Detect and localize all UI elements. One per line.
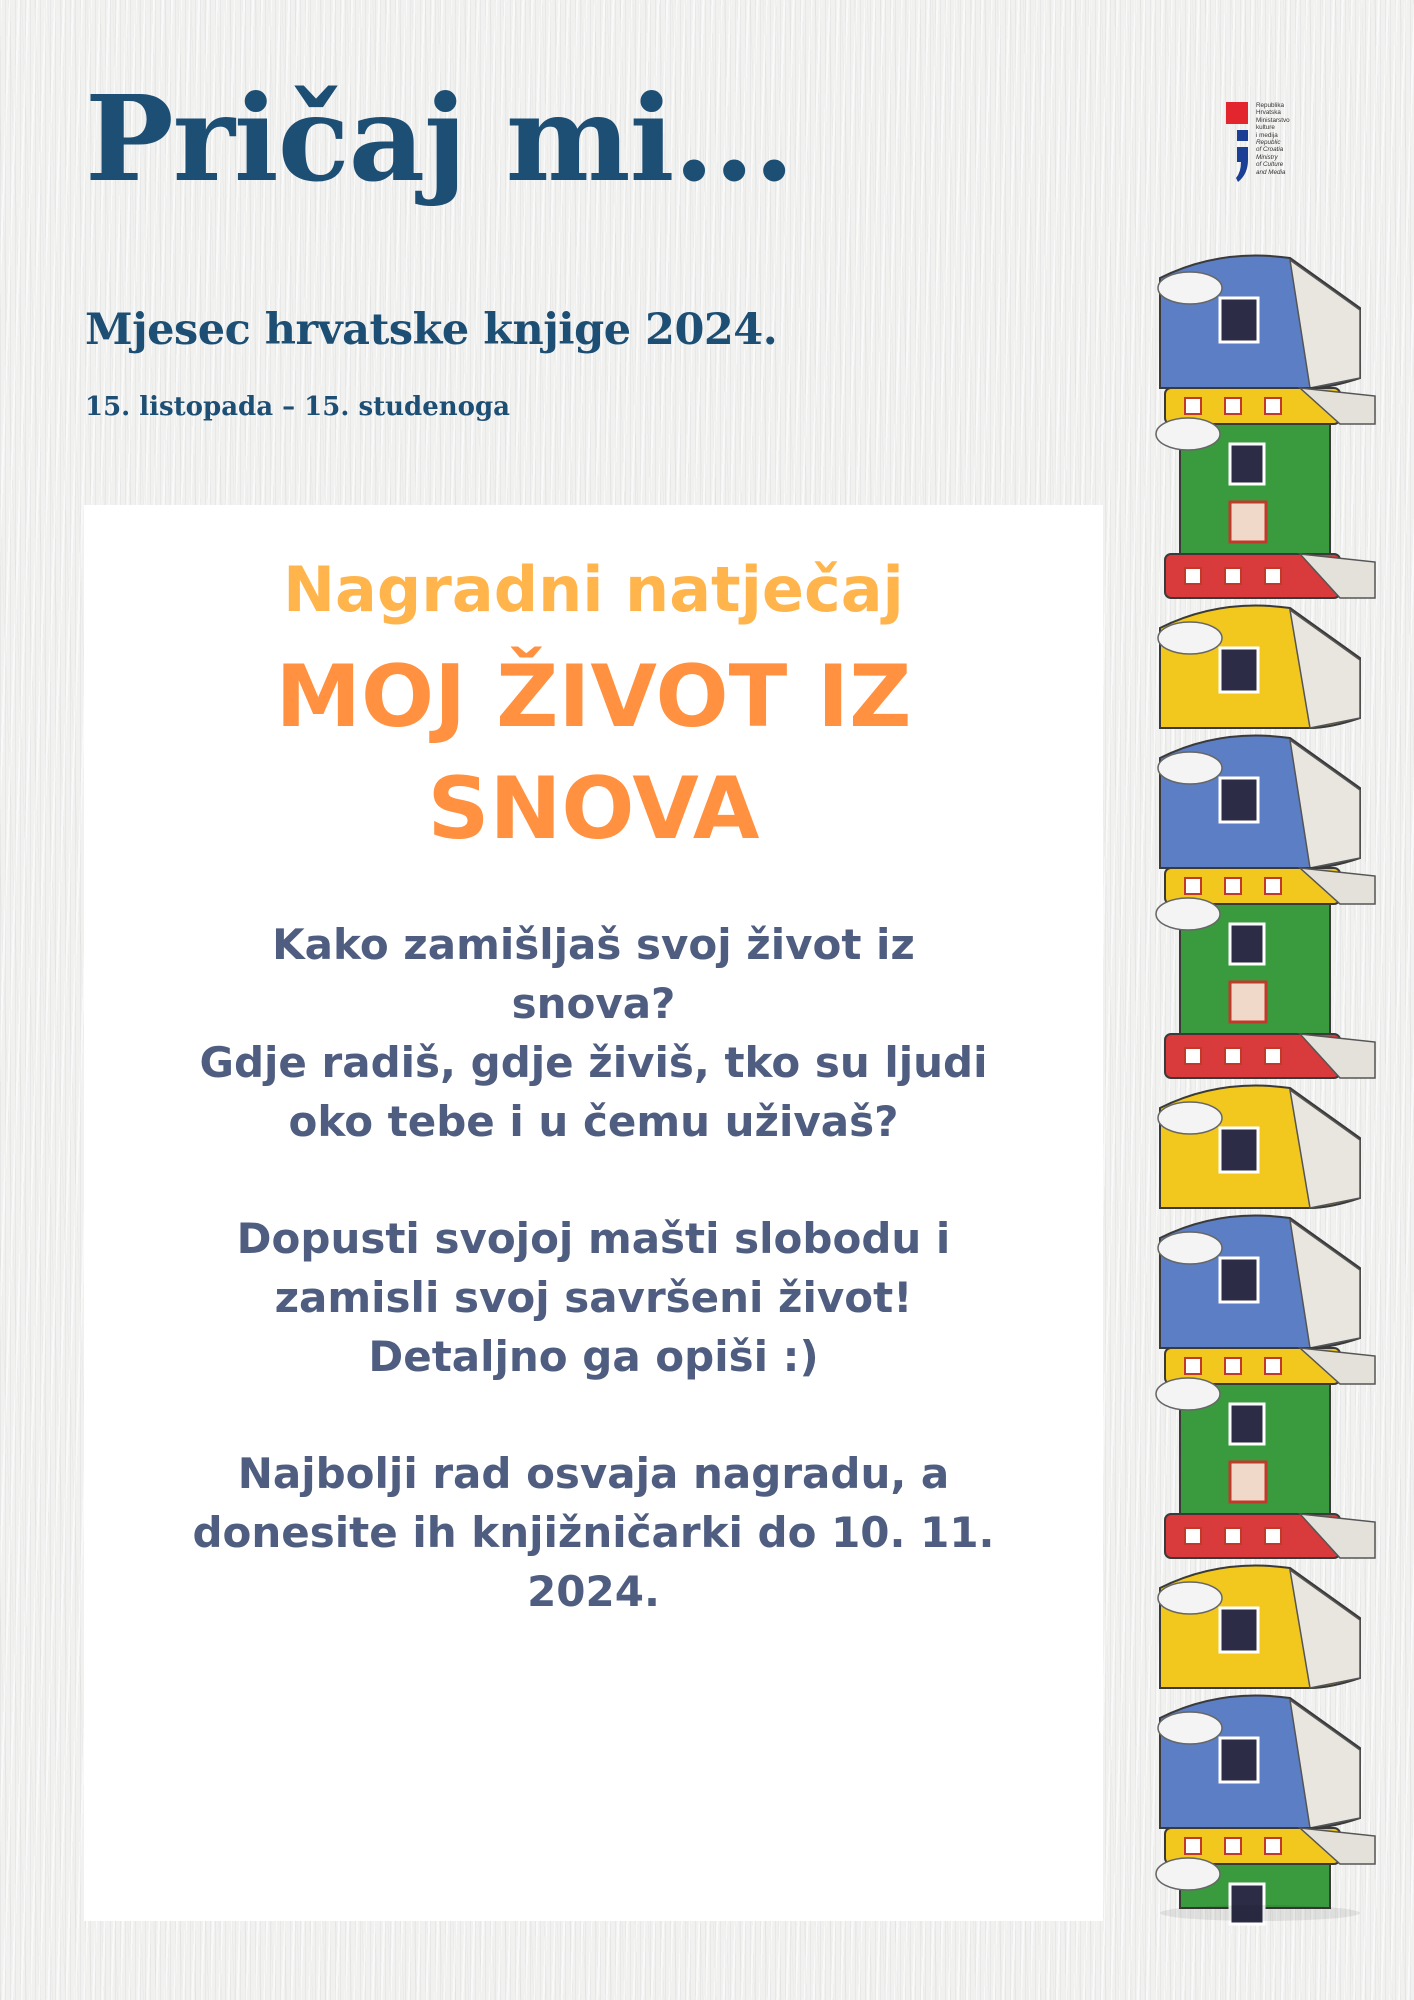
contest-headline: MOJ ŽIVOT IZ SNOVA	[275, 647, 912, 859]
speech-bubble	[1156, 1858, 1220, 1890]
speech-bubble	[1158, 1232, 1222, 1264]
contest-card	[84, 505, 1103, 1921]
book-window	[1265, 1048, 1281, 1064]
speech-bubble	[1158, 1102, 1222, 1134]
speech-bubble	[1156, 418, 1220, 450]
book-window	[1220, 778, 1258, 822]
book-window	[1230, 1404, 1264, 1444]
event-dates: 15. listopada – 15. studenoga	[85, 392, 511, 422]
speech-bubble	[1156, 898, 1220, 930]
book-window	[1220, 1258, 1258, 1302]
tower-shadow	[1160, 1905, 1360, 1921]
speech-bubble	[1158, 1582, 1222, 1614]
book-window	[1225, 568, 1241, 584]
book-window	[1185, 1838, 1201, 1854]
contest-question-text: Kako zamišljaš svoj život iz snova? Gdje radiš, gdje živiš, tko su ljudi oko tebe i u čemu uživaš?	[199, 920, 988, 1146]
book-window	[1220, 298, 1258, 342]
book-window	[1225, 1838, 1241, 1854]
book-window	[1230, 924, 1264, 964]
book-window	[1185, 1528, 1201, 1544]
book-window	[1185, 1048, 1201, 1064]
book-window	[1225, 1358, 1241, 1374]
ministry-logo-text: Republika Hrvatska Ministarstvo kulture i medija Republic of Croatia Ministry of Culture and Media	[1256, 102, 1290, 176]
book-window	[1220, 1128, 1258, 1172]
book-window	[1225, 878, 1241, 894]
book-window	[1185, 568, 1201, 584]
book-window	[1185, 398, 1201, 414]
book-window	[1265, 568, 1281, 584]
speech-bubble	[1158, 272, 1222, 304]
book-window	[1265, 1838, 1281, 1854]
event-subtitle: Mjesec hrvatske knjige 2024.	[85, 305, 778, 355]
book-house-tower-illustration	[1150, 248, 1414, 1928]
page-title: Pričaj mi...	[85, 69, 794, 208]
book-window	[1225, 398, 1241, 414]
book-window	[1265, 878, 1281, 894]
book-window	[1265, 398, 1281, 414]
speech-bubble	[1158, 1712, 1222, 1744]
ministry-logo	[1226, 102, 1326, 202]
contest-prize-text: Najbolji rad osvaja nagradu, a donesite ih knjižničarki do 10. 11. 2024.	[192, 1449, 995, 1616]
contest-kicker: Nagradni natječaj	[283, 553, 904, 626]
book-window	[1220, 1738, 1258, 1782]
book-window	[1230, 1462, 1266, 1502]
book-window	[1265, 1358, 1281, 1374]
book-window	[1230, 982, 1266, 1022]
book-window	[1220, 648, 1258, 692]
book-window	[1230, 444, 1264, 484]
book-window	[1225, 1528, 1241, 1544]
book-window	[1225, 1048, 1241, 1064]
speech-bubble	[1158, 622, 1222, 654]
speech-bubble	[1156, 1378, 1220, 1410]
book-window	[1185, 878, 1201, 894]
book-window	[1265, 1528, 1281, 1544]
ministry-logo-mark	[1226, 102, 1248, 186]
contest-instruction-text: Dopusti svojoj mašti slobodu i zamisli svoj savršeni život! Detaljno ga opiši :)	[236, 1214, 951, 1381]
book-window	[1220, 1608, 1258, 1652]
book-window	[1185, 1358, 1201, 1374]
speech-bubble	[1158, 752, 1222, 784]
book-window	[1230, 502, 1266, 542]
